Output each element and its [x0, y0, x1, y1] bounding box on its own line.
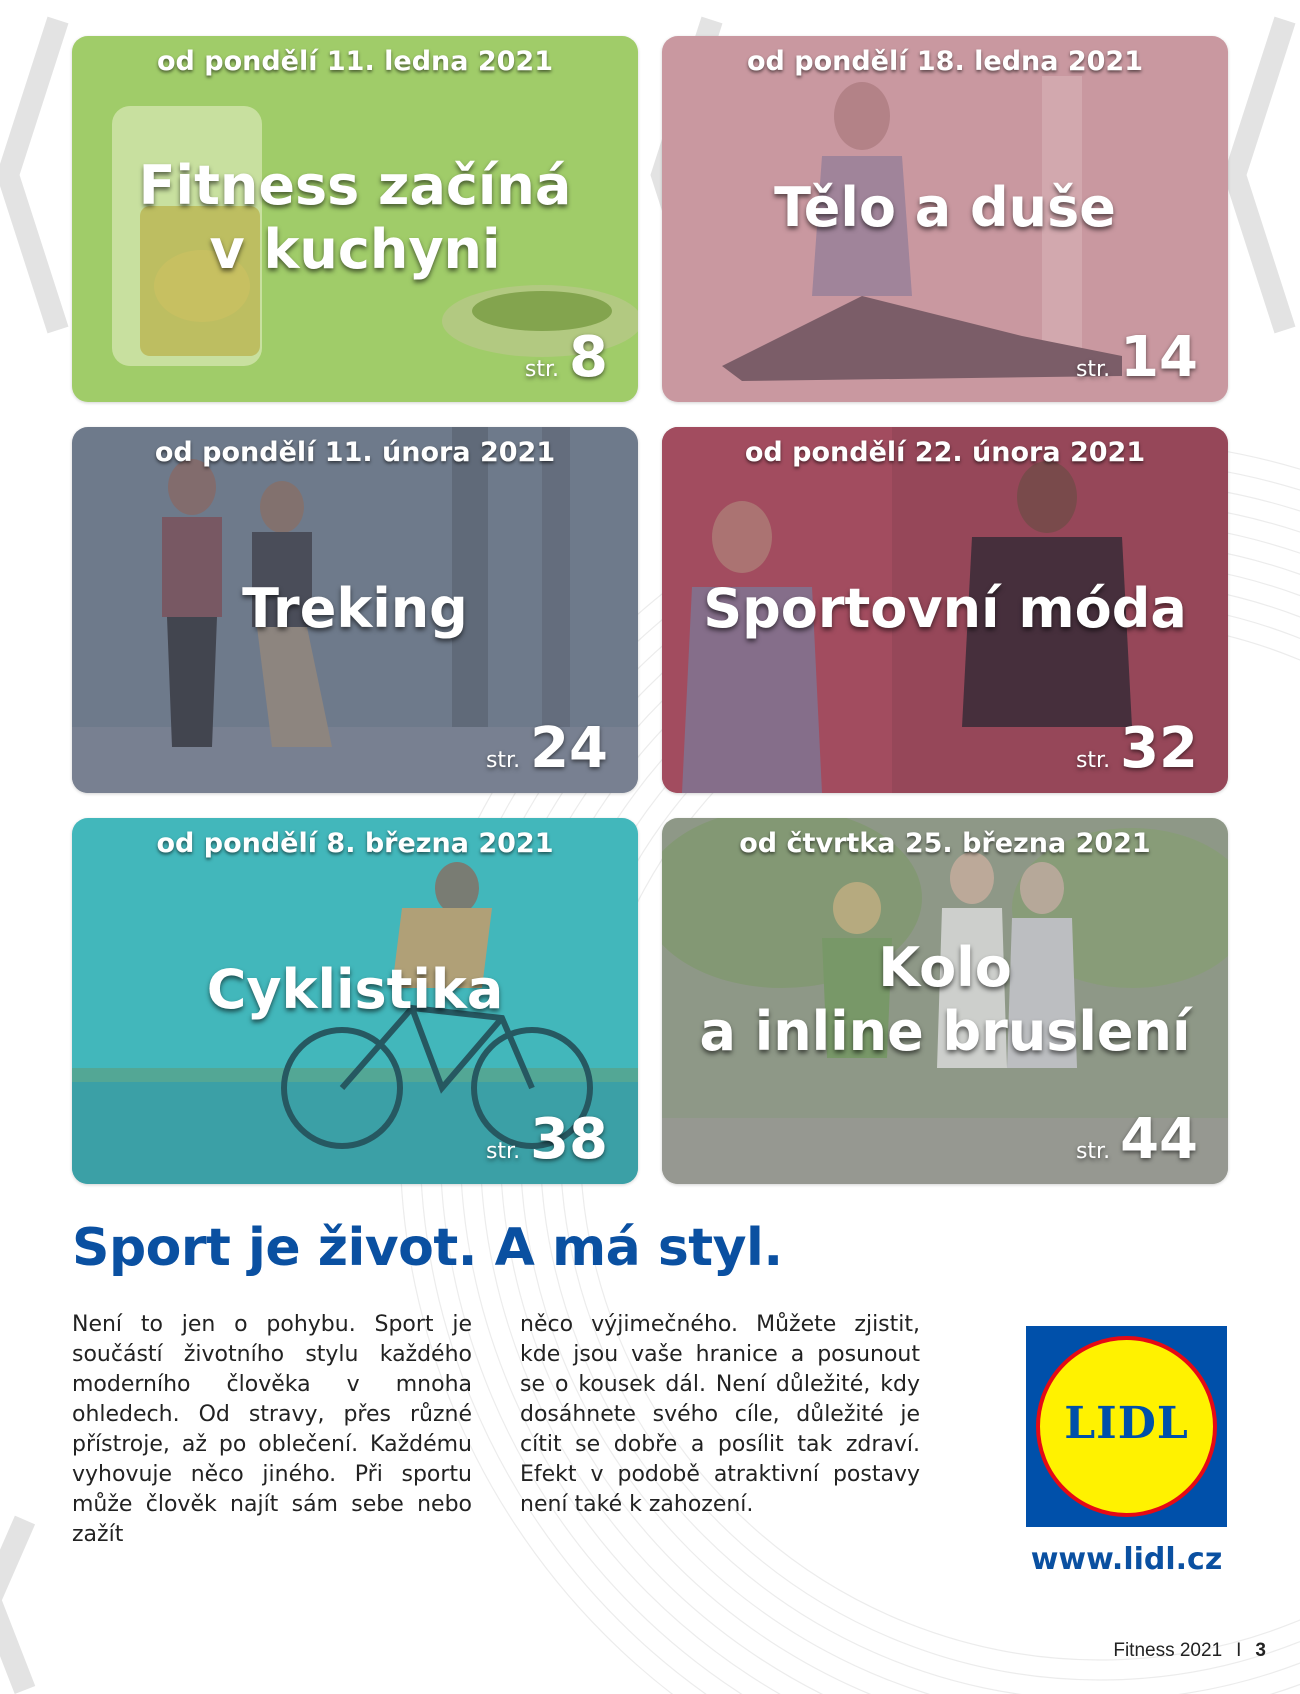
lidl-logo[interactable] — [1026, 1326, 1227, 1527]
tile-title: Sportovní móda — [703, 577, 1187, 640]
footer-separator: I — [1236, 1640, 1242, 1661]
tile-date: od čtvrtka 25. března 2021 — [739, 828, 1151, 859]
tile-page-number: str. 32 — [1075, 716, 1198, 781]
website-link[interactable]: www.lidl.cz — [1030, 1542, 1223, 1577]
tile-page-number: str. 44 — [1075, 1107, 1198, 1172]
body-text-column-2 — [520, 1310, 920, 1520]
tile-title: Treking — [242, 577, 468, 640]
logo-wordmark: LIDL — [1064, 1398, 1189, 1449]
tile-title: Kolo a inline bruslení — [699, 936, 1191, 1063]
tile-page-number: str. 24 — [485, 716, 608, 781]
section-tile-bike-inline[interactable] — [662, 818, 1228, 1184]
tile-date: od pondělí 11. února 2021 — [154, 437, 556, 468]
section-tile-sport-fashion[interactable] — [662, 427, 1228, 793]
tile-title: Tělo a duše — [774, 176, 1116, 239]
publication-name: Fitness 2021 — [1113, 1640, 1223, 1661]
section-tile-trekking[interactable] — [72, 427, 638, 793]
tile-page-number: str. 8 — [524, 325, 608, 390]
tile-date: od pondělí 8. března 2021 — [156, 828, 554, 859]
section-tile-fitness-kitchen[interactable] — [72, 36, 638, 402]
tile-page-number: str. 38 — [485, 1107, 608, 1172]
tile-date: od pondělí 18. ledna 2021 — [746, 46, 1144, 77]
section-tile-cycling[interactable] — [72, 818, 638, 1184]
tile-page-number: str. 14 — [1075, 325, 1198, 390]
page-footer — [1113, 1640, 1266, 1662]
tile-date: od pondělí 22. února 2021 — [744, 437, 1146, 468]
page-number: 3 — [1255, 1640, 1266, 1661]
tile-date: od pondělí 11. ledna 2021 — [156, 46, 554, 77]
headline: Sport je život. A má styl. — [72, 1218, 783, 1278]
section-tile-body-soul[interactable] — [662, 36, 1228, 402]
tile-title: Fitness začíná v kuchyni — [138, 154, 572, 281]
body-paragraph: Není to jen o pohybu. Sport je součástí životního stylu každého moderního člověka v mnoha ohledech. Od stravy, přes různé přístroje, až po oblečení. Každému vyhovuje něco jiného. Při sportu může člověk najít sám sebe nebo zažít — [72, 1312, 472, 1547]
body-paragraph: něco výjimečného. Můžete zjistit, kde jsou vaše hranice a posunout se o kousek dál. Není důležité, kdy dosáhnete svého cíle, důležité je cítit se dobře a posílit tak zdraví. Efekt v podobě atraktivní postavy není také k zahození. — [520, 1312, 920, 1517]
tile-title: Cyklistika — [206, 958, 504, 1021]
body-text-column-1 — [72, 1310, 472, 1550]
